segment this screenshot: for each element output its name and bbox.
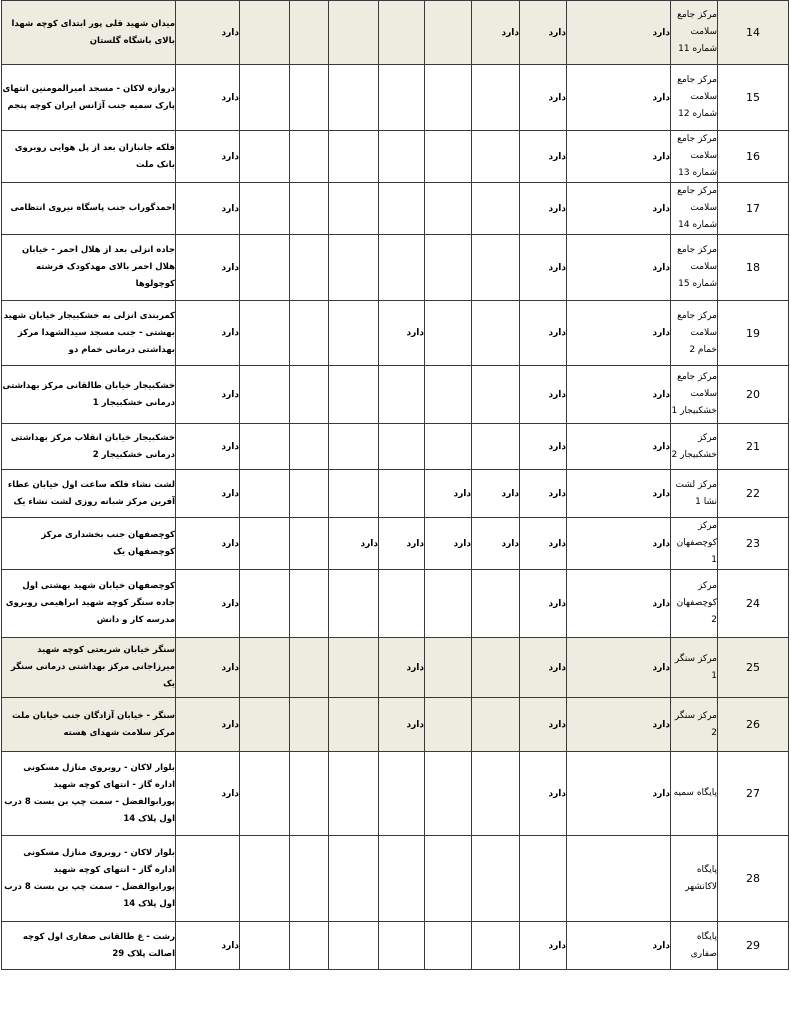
center-name-cell: مرکز جامع سلامت شماره 11 bbox=[671, 1, 718, 65]
status-cell bbox=[329, 836, 379, 922]
status-cell bbox=[240, 922, 290, 970]
status-cell bbox=[472, 424, 520, 470]
status-cell bbox=[329, 922, 379, 970]
status-cell: دارد bbox=[520, 131, 567, 183]
status-cell: دارد bbox=[176, 638, 240, 698]
status-cell: دارد bbox=[567, 183, 671, 235]
status-cell: دارد bbox=[567, 470, 671, 518]
status-cell bbox=[379, 424, 425, 470]
status-cell bbox=[472, 65, 520, 131]
status-cell: دارد bbox=[520, 424, 567, 470]
table-row bbox=[2, 131, 789, 183]
center-name-cell: مرکز سنگر 1 bbox=[671, 638, 718, 698]
status-cell: دارد bbox=[567, 301, 671, 366]
status-cell bbox=[472, 366, 520, 424]
center-name-cell: مرکز خشکبیجار 2 bbox=[671, 424, 718, 470]
row-number-cell: 24 bbox=[718, 570, 789, 638]
status-cell bbox=[240, 131, 290, 183]
status-cell bbox=[379, 1, 425, 65]
status-cell bbox=[176, 836, 240, 922]
status-cell bbox=[379, 836, 425, 922]
status-cell: دارد bbox=[176, 752, 240, 836]
center-name-cell: مرکز جامع سلامت شماره 15 bbox=[671, 235, 718, 301]
table-row bbox=[2, 470, 789, 518]
status-cell: دارد bbox=[520, 570, 567, 638]
status-cell bbox=[379, 65, 425, 131]
center-name-cell: مرکز کوچصفهان 1 bbox=[671, 518, 718, 570]
status-cell bbox=[567, 836, 671, 922]
status-cell: دارد bbox=[472, 470, 520, 518]
address-cell: کوچصفهان جنب بخشداری مرکز کوچصفهان یک bbox=[2, 518, 176, 570]
status-cell: دارد bbox=[176, 183, 240, 235]
status-cell bbox=[240, 235, 290, 301]
table-row bbox=[2, 638, 789, 698]
status-cell: دارد bbox=[176, 922, 240, 970]
status-cell: دارد bbox=[472, 1, 520, 65]
status-cell bbox=[329, 470, 379, 518]
center-name-cell: پایگاه صفاری bbox=[671, 922, 718, 970]
status-cell: دارد bbox=[176, 65, 240, 131]
status-cell bbox=[379, 366, 425, 424]
status-cell bbox=[379, 131, 425, 183]
table-row bbox=[2, 698, 789, 752]
address-cell: خشکبیجار خیابان انقلاب مرکز بهداشتی درمانی خشکبیجار 2 bbox=[2, 424, 176, 470]
row-number-cell: 18 bbox=[718, 235, 789, 301]
status-cell bbox=[240, 301, 290, 366]
table-row bbox=[2, 922, 789, 970]
status-cell: دارد bbox=[520, 518, 567, 570]
status-cell: دارد bbox=[567, 698, 671, 752]
table-row bbox=[2, 836, 789, 922]
status-cell bbox=[425, 922, 472, 970]
status-cell bbox=[379, 235, 425, 301]
table-row bbox=[2, 301, 789, 366]
status-cell: دارد bbox=[567, 366, 671, 424]
address-cell: بلوار لاکان - روبروی منازل مسکونی اداره گاز - انتهای کوچه شهید پورابوالفضل - سمت چپ بن بست 8 درب اول پلاک 14 bbox=[2, 752, 176, 836]
status-cell: دارد bbox=[176, 366, 240, 424]
status-cell: دارد bbox=[567, 1, 671, 65]
status-cell bbox=[425, 752, 472, 836]
row-number-cell: 22 bbox=[718, 470, 789, 518]
status-cell bbox=[425, 424, 472, 470]
status-cell: دارد bbox=[520, 638, 567, 698]
address-cell: بلوار لاکان - روبروی منازل مسکونی اداره گاز - انتهای کوچه شهید پورابوالفضل - سمت چپ بن بست 8 درب اول پلاک 14 bbox=[2, 836, 176, 922]
status-cell: دارد bbox=[567, 65, 671, 131]
status-cell: دارد bbox=[176, 1, 240, 65]
status-cell bbox=[329, 1, 379, 65]
status-cell bbox=[425, 183, 472, 235]
center-name-cell: مرکز جامع سلامت خمام 2 bbox=[671, 301, 718, 366]
status-cell bbox=[425, 1, 472, 65]
status-cell: دارد bbox=[176, 301, 240, 366]
center-name-cell: مرکز سنگر 2 bbox=[671, 698, 718, 752]
row-number-cell: 17 bbox=[718, 183, 789, 235]
address-cell: سنگر خیابان شریعتی کوچه شهید میرزاجانی مرکز بهداشتی درمانی سنگر یک bbox=[2, 638, 176, 698]
center-name-cell: پایگاه سمیه bbox=[671, 752, 718, 836]
row-number-cell: 25 bbox=[718, 638, 789, 698]
status-cell: دارد bbox=[520, 922, 567, 970]
status-cell bbox=[425, 638, 472, 698]
status-cell bbox=[329, 131, 379, 183]
status-cell bbox=[520, 836, 567, 922]
status-cell bbox=[290, 235, 329, 301]
status-cell bbox=[472, 131, 520, 183]
status-cell bbox=[290, 638, 329, 698]
status-cell bbox=[329, 752, 379, 836]
row-number-cell: 16 bbox=[718, 131, 789, 183]
table-row bbox=[2, 518, 789, 570]
row-number-cell: 20 bbox=[718, 366, 789, 424]
status-cell bbox=[290, 698, 329, 752]
row-number-cell: 21 bbox=[718, 424, 789, 470]
status-cell bbox=[290, 470, 329, 518]
status-cell: دارد bbox=[567, 235, 671, 301]
status-cell: دارد bbox=[567, 518, 671, 570]
status-cell bbox=[240, 638, 290, 698]
row-number-cell: 23 bbox=[718, 518, 789, 570]
status-cell: دارد bbox=[176, 424, 240, 470]
address-cell: احمدگوراب جنب پاسگاه نیروی انتظامی bbox=[2, 183, 176, 235]
row-number-cell: 19 bbox=[718, 301, 789, 366]
status-cell bbox=[240, 1, 290, 65]
status-cell bbox=[425, 570, 472, 638]
status-cell bbox=[329, 366, 379, 424]
status-cell bbox=[240, 836, 290, 922]
address-cell: دروازه لاکان - مسجد امیرالمومنین انتهای پارک سمیه جنب آژانس ایران کوچه پنجم bbox=[2, 65, 176, 131]
status-cell bbox=[379, 752, 425, 836]
status-cell: دارد bbox=[176, 131, 240, 183]
status-cell bbox=[290, 518, 329, 570]
status-cell bbox=[379, 922, 425, 970]
status-cell: دارد bbox=[425, 518, 472, 570]
address-cell: کمربندی انزلی به خشکبیجار خیابان شهید بهشتی - جنب مسجد سیدالشهدا مرکز بهداشتی درمانی خمام دو bbox=[2, 301, 176, 366]
status-cell bbox=[240, 366, 290, 424]
status-cell: دارد bbox=[567, 638, 671, 698]
center-name-cell: مرکز جامع سلامت شماره 14 bbox=[671, 183, 718, 235]
status-cell bbox=[329, 65, 379, 131]
status-cell bbox=[240, 752, 290, 836]
center-name-cell: مرکز جامع سلامت شماره 12 bbox=[671, 65, 718, 131]
address-cell: فلکه جانبازان بعد از پل هوایی روبروی بانک ملت bbox=[2, 131, 176, 183]
status-cell bbox=[240, 424, 290, 470]
center-name-cell: مرکز جامع سلامت خشکبیجار 1 bbox=[671, 366, 718, 424]
address-cell: جاده انزلی بعد از هلال احمر - خیابان هلال احمر بالای مهدکودک فرشته کوچولوها bbox=[2, 235, 176, 301]
status-cell bbox=[425, 698, 472, 752]
center-name-cell: مرکز لشت نشا 1 bbox=[671, 470, 718, 518]
status-cell bbox=[329, 698, 379, 752]
table-row bbox=[2, 183, 789, 235]
status-cell bbox=[290, 131, 329, 183]
status-cell: دارد bbox=[425, 470, 472, 518]
status-cell: دارد bbox=[379, 301, 425, 366]
table-row bbox=[2, 570, 789, 638]
status-cell: دارد bbox=[520, 1, 567, 65]
row-number-cell: 15 bbox=[718, 65, 789, 131]
status-cell: دارد bbox=[520, 366, 567, 424]
address-cell: لشت نشاء فلکه ساعت اول خیابان عطاء آفرین مرکز شبانه روزی لشت نشاء یک bbox=[2, 470, 176, 518]
status-cell bbox=[425, 301, 472, 366]
status-cell: دارد bbox=[567, 922, 671, 970]
row-number-cell: 26 bbox=[718, 698, 789, 752]
address-cell: رشت - غ طالقانی صفاری اول کوچه اصالت پلاک 29 bbox=[2, 922, 176, 970]
address-cell: میدان شهید قلی پور ابتدای کوچه شهدا بالای باشگاه گلستان bbox=[2, 1, 176, 65]
status-cell: دارد bbox=[329, 518, 379, 570]
row-number-cell: 29 bbox=[718, 922, 789, 970]
status-cell bbox=[329, 570, 379, 638]
status-cell bbox=[329, 301, 379, 366]
row-number-cell: 27 bbox=[718, 752, 789, 836]
center-name-cell: مرکز کوچصفهان 2 bbox=[671, 570, 718, 638]
status-cell: دارد bbox=[567, 570, 671, 638]
table-row bbox=[2, 366, 789, 424]
status-cell: دارد bbox=[520, 235, 567, 301]
status-cell bbox=[472, 638, 520, 698]
status-cell: دارد bbox=[176, 518, 240, 570]
table-row bbox=[2, 235, 789, 301]
status-cell bbox=[472, 301, 520, 366]
status-cell bbox=[290, 424, 329, 470]
health-centers-table bbox=[1, 0, 789, 970]
status-cell bbox=[240, 698, 290, 752]
status-cell bbox=[379, 570, 425, 638]
status-cell bbox=[290, 570, 329, 638]
status-cell bbox=[240, 518, 290, 570]
status-cell bbox=[472, 752, 520, 836]
status-cell bbox=[329, 183, 379, 235]
status-cell: دارد bbox=[567, 131, 671, 183]
status-cell bbox=[290, 836, 329, 922]
status-cell bbox=[425, 836, 472, 922]
status-cell: دارد bbox=[379, 698, 425, 752]
address-cell: سنگر - خیابان آزادگان جنب خیابان ملت مرکز سلامت شهدای هسته bbox=[2, 698, 176, 752]
status-cell: دارد bbox=[472, 518, 520, 570]
status-cell bbox=[472, 698, 520, 752]
table-row bbox=[2, 65, 789, 131]
status-cell bbox=[290, 183, 329, 235]
status-cell: دارد bbox=[520, 470, 567, 518]
status-cell: دارد bbox=[520, 183, 567, 235]
status-cell bbox=[240, 183, 290, 235]
status-cell bbox=[425, 235, 472, 301]
status-cell: دارد bbox=[567, 424, 671, 470]
status-cell: دارد bbox=[520, 698, 567, 752]
status-cell bbox=[240, 570, 290, 638]
status-cell bbox=[290, 366, 329, 424]
status-cell bbox=[472, 836, 520, 922]
center-name-cell: پایگاه لاکانشهر bbox=[671, 836, 718, 922]
status-cell: دارد bbox=[176, 698, 240, 752]
status-cell: دارد bbox=[379, 518, 425, 570]
status-cell: دارد bbox=[176, 235, 240, 301]
status-cell bbox=[472, 235, 520, 301]
row-number-cell: 28 bbox=[718, 836, 789, 922]
row-number-cell: 14 bbox=[718, 1, 789, 65]
status-cell bbox=[240, 470, 290, 518]
address-cell: کوچصفهان خیابان شهید بهشتی اول جاده سنگر کوچه شهید ابراهیمی روبروی مدرسه کار و دانش bbox=[2, 570, 176, 638]
status-cell: دارد bbox=[176, 470, 240, 518]
status-cell bbox=[472, 570, 520, 638]
status-cell bbox=[240, 65, 290, 131]
status-cell bbox=[290, 301, 329, 366]
status-cell bbox=[329, 424, 379, 470]
status-cell bbox=[425, 65, 472, 131]
status-cell bbox=[290, 922, 329, 970]
table-row bbox=[2, 752, 789, 836]
table-row bbox=[2, 1, 789, 65]
status-cell bbox=[329, 235, 379, 301]
table-row bbox=[2, 424, 789, 470]
status-cell bbox=[425, 131, 472, 183]
status-cell: دارد bbox=[379, 638, 425, 698]
status-cell bbox=[290, 752, 329, 836]
status-cell: دارد bbox=[520, 301, 567, 366]
status-cell bbox=[290, 1, 329, 65]
status-cell: دارد bbox=[520, 65, 567, 131]
status-cell: دارد bbox=[567, 752, 671, 836]
status-cell bbox=[379, 470, 425, 518]
status-cell bbox=[472, 922, 520, 970]
status-cell bbox=[329, 638, 379, 698]
status-cell bbox=[290, 65, 329, 131]
status-cell bbox=[379, 183, 425, 235]
status-cell bbox=[425, 366, 472, 424]
center-name-cell: مرکز جامع سلامت شماره 13 bbox=[671, 131, 718, 183]
status-cell: دارد bbox=[520, 752, 567, 836]
status-cell: دارد bbox=[176, 570, 240, 638]
status-cell bbox=[472, 183, 520, 235]
address-cell: خشکبیجار خیابان طالقانی مرکز بهداشتی درمانی خشکبیجار 1 bbox=[2, 366, 176, 424]
